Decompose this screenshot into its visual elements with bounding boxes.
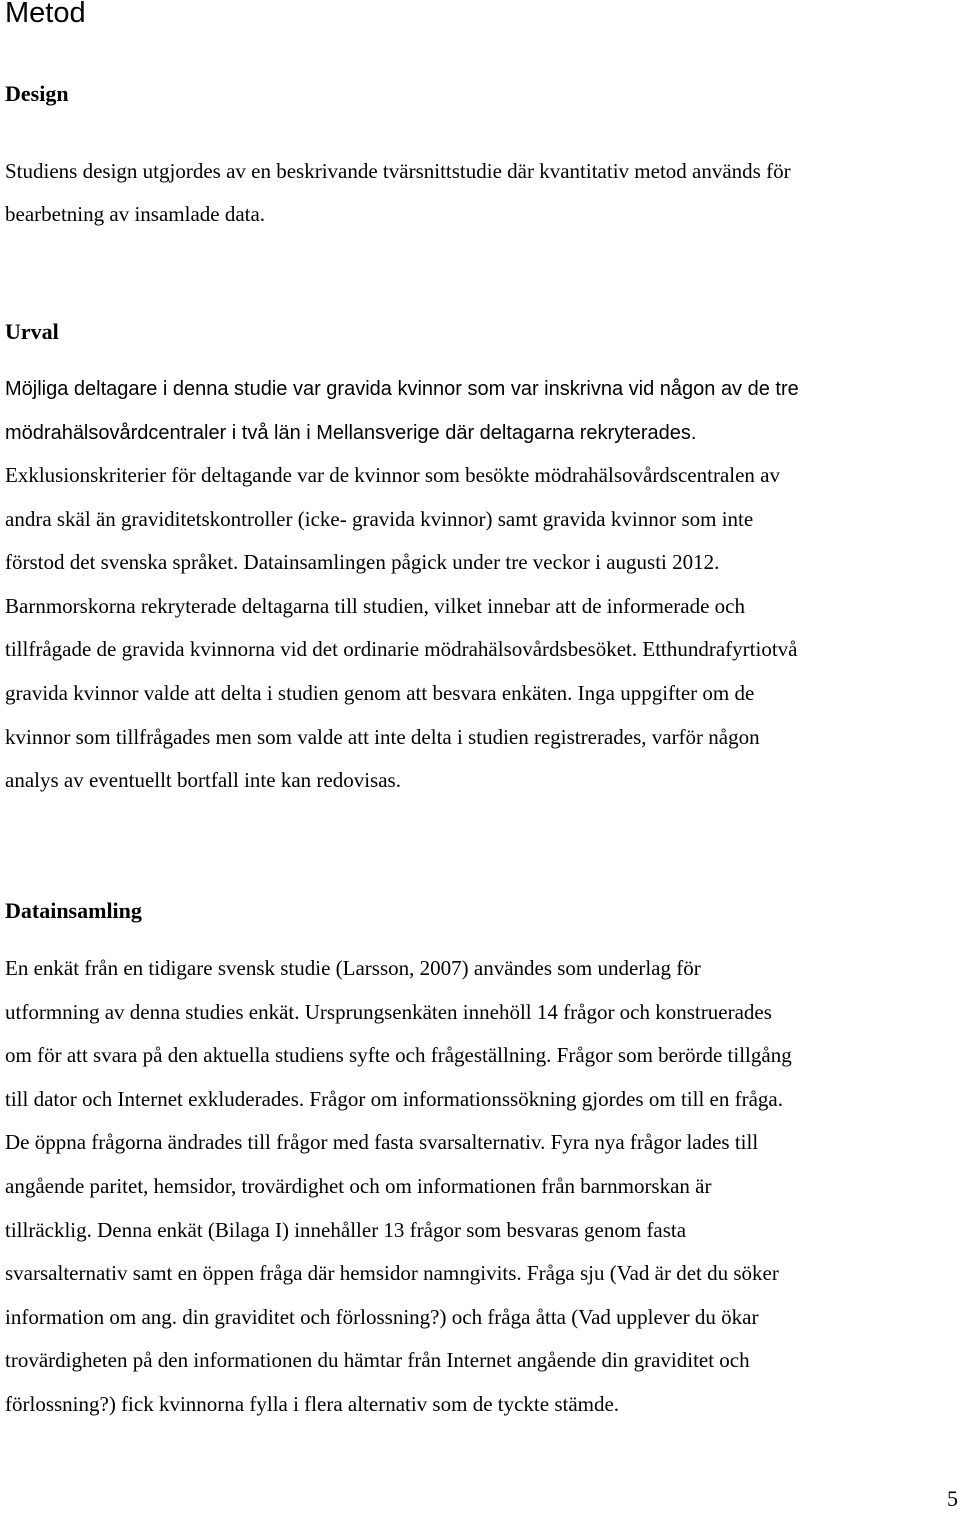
urval-line: kvinnor som tillfrågades men som valde att inte delta i studien registrerades, varför någon — [5, 724, 760, 749]
datainsamling-line: om för att svara på den aktuella studiens syfte och frågeställning. Frågor som berörde tillgång — [5, 1043, 792, 1068]
design-paragraph — [5, 150, 791, 236]
page-number: 5 — [947, 1486, 958, 1511]
datainsamling-line: tillräcklig. Denna enkät (Bilaga I) innehåller 13 frågor som besvaras genom fasta — [5, 1217, 687, 1242]
urval-line: Exklusionskriterier för deltagande var de kvinnor som besökte mödrahälsovårdscentralen av — [5, 463, 781, 487]
urval-line: andra skäl än graviditetskontroller (icke- gravida kvinnor) samt gravida kvinnor som inte — [5, 506, 754, 531]
datainsamling-line: utformning av denna studies enkät. Ursprungsenkäten innehöll 14 frågor och konstruerades — [5, 999, 772, 1024]
section-heading-design: Design — [5, 81, 69, 106]
design-line: bearbetning av insamlade data. — [5, 202, 266, 226]
design-line: Studiens design utgjordes av en beskrivande tvärsnittstudie där kvantitativ metod används för — [5, 159, 791, 183]
urval-line: analys av eventuellt bortfall inte kan redovisas. — [5, 768, 401, 793]
datainsamling-paragraph — [5, 947, 792, 1427]
datainsamling-line: förlossning?) fick kvinnorna fylla i flera alternativ som de tyckte stämde. — [5, 1391, 620, 1416]
urval-line: Barnmorskorna rekryterade deltagarna till studien, vilket innebar att de informerade och — [5, 593, 745, 618]
datainsamling-line: trovärdigheten på den informationen du hämtar från Internet angående din graviditet och — [5, 1348, 750, 1373]
datainsamling-line: De öppna frågorna ändrades till frågor med fasta svarsalternativ. Fyra nya frågor lades till — [5, 1130, 759, 1155]
datainsamling-line: angående paritet, hemsidor, trovärdighet och om informationen från barnmorskan är — [5, 1173, 712, 1198]
urval-line: mödrahälsovårdcentraler i två län i Mellansverige där deltagarna rekryterades. — [5, 422, 697, 444]
datainsamling-line: information om ang. din graviditet och förlossning?) och fråga åtta (Vad upplever du ökar — [5, 1304, 759, 1329]
urval-line: förstod det svenska språket. Datainsamlingen pågick under tre veckor i augusti 2012. — [5, 550, 720, 575]
datainsamling-line: till dator och Internet exkluderades. Frågor om informationssökning gjordes om till en fråga. — [5, 1086, 783, 1111]
urval-line: gravida kvinnor valde att delta i studien genom att besvara enkäten. Inga uppgifter om de — [5, 680, 755, 705]
urval-line: Möjliga deltagare i denna studie var gravida kvinnor som var inskrivna vid någon av de tre — [5, 378, 799, 400]
datainsamling-line: svarsalternativ samt en öppen fråga där hemsidor namngivits. Fråga sju (Vad är det du söker — [5, 1261, 779, 1286]
section-heading-urval: Urval — [5, 319, 59, 344]
urval-paragraph-intro — [5, 367, 799, 455]
urval-line: tillfrågade de gravida kvinnorna vid det ordinarie mödrahälsovårdsbesöket. Etthundrafyrtiotvå — [5, 637, 798, 662]
page-title: Metod — [5, 0, 86, 29]
datainsamling-line: En enkät från en tidigare svensk studie (Larsson, 2007) användes som underlag för — [5, 956, 701, 980]
section-heading-datainsamling: Datainsamling — [5, 898, 142, 923]
urval-paragraph-details — [5, 454, 798, 803]
